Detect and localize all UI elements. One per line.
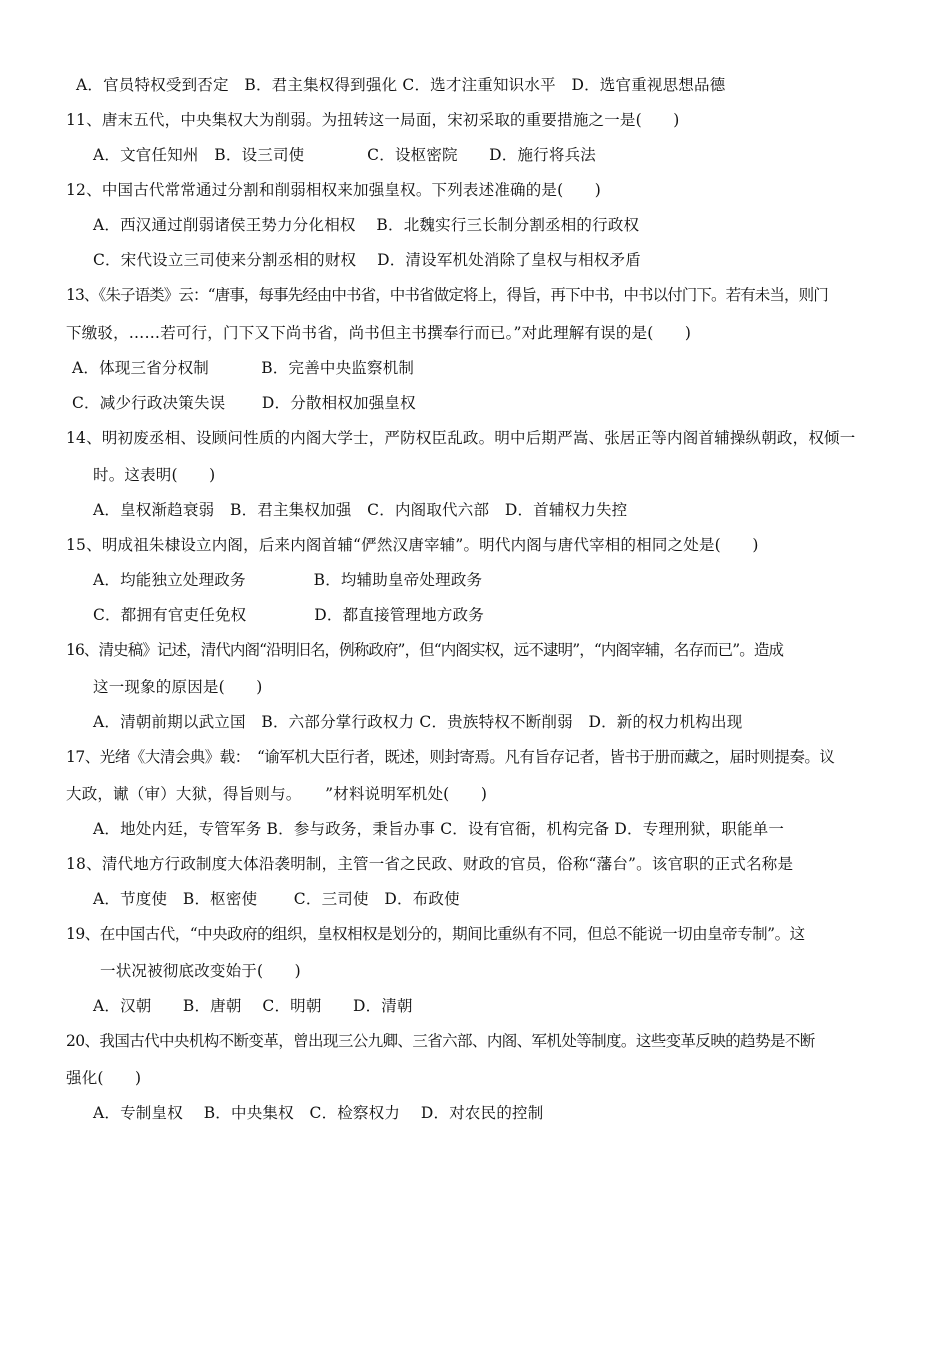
q19-stem-line2: 一状况被彻底改变始于( ) (100, 962, 301, 980)
q14-stem-line1: 14、明初废丞相、设顾问性质的内阁大学士，严防权臣乱政。明中后期严嵩、张居正等内阁首辅操纵朝政，权倾一 (66, 429, 856, 447)
q13-options-ab: A．体现三省分权制 B．完善中央监察机制 (72, 359, 415, 377)
q13-stem-line2: 下缴驳，……若可行，门下又下尚书省，尚书但主书撰奉行而已。”对此理解有误的是( ) (66, 324, 692, 342)
q17-options: A．地处内廷，专管军务 B．参与政务，秉旨办事 C．设有官衙，机构完备 D．专理刑狱，职能单一 (93, 820, 785, 838)
q12-stem: 12、中国古代常常通过分割和削弱相权来加强皇权。下列表述准确的是( ) (66, 181, 602, 199)
q13-options-cd: C．减少行政决策失误 D．分散相权加强皇权 (72, 394, 416, 412)
q11-options: A．文官任知州 B．设三司使 C．设枢密院 D．施行将兵法 (93, 146, 596, 164)
q13-stem-line1: 13、《朱子语类》云：“唐事，每事先经由中书省，中书省做定将上，得旨，再下中书，中书以付门下。若有未当，则门 (66, 286, 828, 304)
q18-options: A．节度使 B．枢密使 C．三司使 D．布政使 (93, 890, 460, 908)
q16-options: A．清朝前期以武立国 B．六部分掌行政权力 C．贵族特权不断削弱 D．新的权力机构出现 (93, 713, 743, 731)
q17-stem-line1: 17、光绪《大清会典》载： “谕军机大臣行者，既述，则封寄焉。凡有旨存记者，皆书于册而藏之，届时则提奏。议 (66, 748, 835, 766)
q15-stem: 15、明成祖朱棣设立内阁，后来内阁首辅“俨然汉唐宰辅”。明代内阁与唐代宰相的相同之处是( ) (66, 536, 759, 554)
q20-options: A．专制皇权 B．中央集权 C．检察权力 D．对农民的控制 (93, 1104, 544, 1122)
q14-options: A．皇权渐趋衰弱 B．君主集权加强 C．内阁取代六部 D．首辅权力失控 (93, 501, 628, 519)
q16-stem-line2: 这一现象的原因是( ) (93, 678, 263, 696)
q15-options-cd: C．都拥有官吏任免权 D．都直接管理地方政务 (93, 606, 484, 624)
q20-stem-line2: 强化( ) (66, 1069, 142, 1087)
q14-stem-line2: 时。这表明( ) (93, 466, 216, 484)
q12-options-cd: C．宋代设立三司使来分割丞相的财权 D．清设军机处消除了皇权与相权矛盾 (93, 251, 641, 269)
q15-options-ab: A．均能独立处理政务 B．均辅助皇帝处理政务 (93, 571, 483, 589)
q20-stem-line1: 20、我国古代中央机构不断变革，曾出现三公九卿、三省六部、内阁、军机处等制度。这些变革反映的趋势是不断 (66, 1032, 815, 1050)
q18-stem: 18、清代地方行政制度大体沿袭明制，主管一省之民政、财政的官员，俗称“藩台”。该官职的正式名称是 (66, 855, 794, 873)
q19-options: A．汉朝 B．唐朝 C．明朝 D．清朝 (93, 997, 413, 1015)
q10-options: A．官员特权受到否定 B．君主集权得到强化 C．选才注重知识水平 D．选官重视思想品德 (76, 76, 726, 94)
q16-stem-line1: 16、清史稿》记述，清代内阁“沿明旧名，例称政府”，但“内阁实权，远不逮明”，“内阁宰辅，名存而已”。造成 (66, 641, 784, 659)
q11-stem: 11、唐末五代，中央集权大为削弱。为扭转这一局面，宋初采取的重要措施之一是( ) (66, 111, 680, 129)
q19-stem-line1: 19、在中国古代，“中央政府的组织，皇权相权是划分的，期间比重纵有不同，但总不能说一切由皇帝专制”。这 (66, 925, 805, 943)
q17-stem-line2: 大政，谳（审）大狱，得旨则与。 ”材料说明军机处( ) (66, 785, 488, 803)
q12-options-ab: A．西汉通过削弱诸侯王势力分化相权 B．北魏实行三长制分割丞相的行政权 (93, 216, 640, 234)
